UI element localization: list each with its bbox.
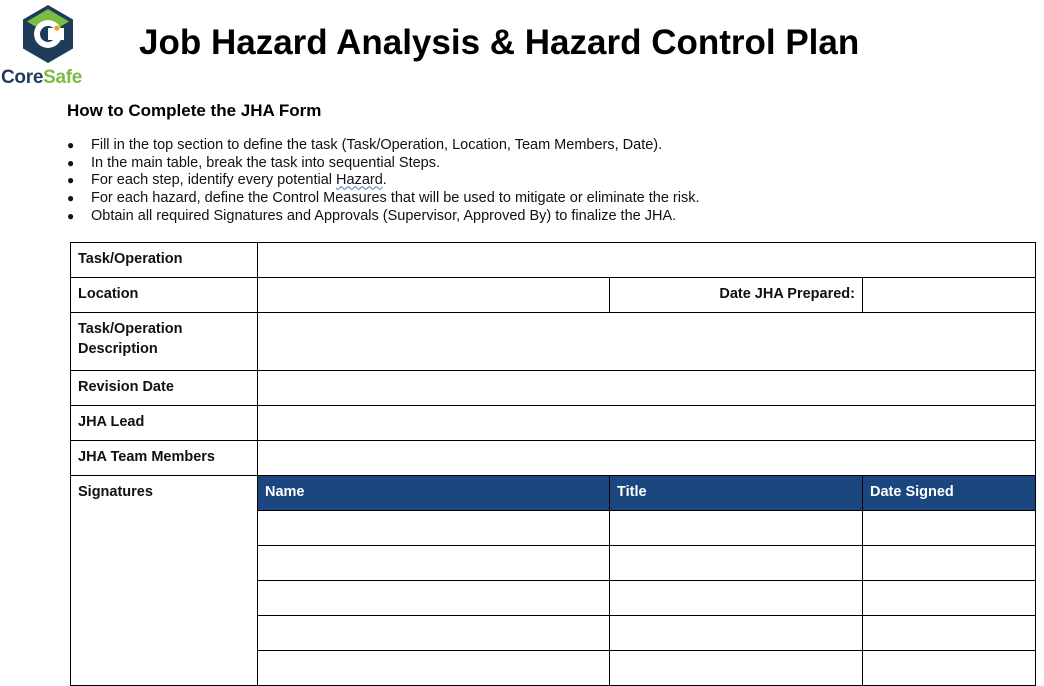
signature-date-cell[interactable]	[863, 616, 1036, 651]
bullet-icon: ●	[67, 191, 75, 206]
page-title: Job Hazard Analysis & Hazard Control Plan	[139, 23, 860, 62]
instruction-item: ● Obtain all required Signatures and Approvals (Supervisor, Approved By) to finalize the JHA.	[67, 207, 677, 224]
signature-date-cell[interactable]	[863, 511, 1036, 546]
instruction-item: ● In the main table, break the task into sequential Steps.	[67, 154, 441, 171]
signatures-label: Signatures	[71, 476, 258, 686]
signature-col-title: Title	[610, 476, 863, 511]
instructions-heading: How to Complete the JHA Form	[67, 101, 322, 120]
bullet-icon: ●	[67, 173, 75, 188]
signature-col-name: Name	[258, 476, 610, 511]
location-field[interactable]	[258, 278, 610, 313]
form-row-team-members	[71, 441, 1036, 476]
team-members-label: JHA Team Members	[71, 441, 258, 476]
form-row-description	[71, 313, 1036, 371]
form-row-jha-lead	[71, 406, 1036, 441]
date-prepared-field[interactable]	[863, 278, 1036, 313]
team-members-field[interactable]	[258, 441, 1036, 476]
signature-name-cell[interactable]	[258, 651, 610, 686]
signature-title-cell[interactable]	[610, 511, 863, 546]
jha-lead-field[interactable]	[258, 406, 1036, 441]
task-operation-label: Task/Operation	[71, 243, 258, 278]
revision-date-label: Revision Date	[71, 371, 258, 406]
jha-lead-label: JHA Lead	[71, 406, 258, 441]
logo-wordmark: CoreSafe	[1, 67, 83, 88]
signature-title-cell[interactable]	[610, 651, 863, 686]
instruction-item: ● For each step, identify every potential Hazard.	[67, 172, 387, 189]
spellcheck-flagged-word[interactable]: Hazard	[336, 172, 383, 189]
signature-title-cell[interactable]	[610, 616, 863, 651]
instruction-item: ● For each hazard, define the Control Measures that will be used to mitigate or eliminate the risk.	[67, 190, 700, 207]
form-row-task	[71, 243, 1036, 278]
signature-title-cell[interactable]	[610, 546, 863, 581]
location-label: Location	[71, 278, 258, 313]
signature-name-cell[interactable]	[258, 546, 610, 581]
bullet-icon: ●	[67, 155, 75, 170]
jha-form-table	[70, 242, 1036, 686]
bullet-icon: ●	[67, 138, 75, 152]
revision-date-field[interactable]	[258, 371, 1036, 406]
signature-name-cell[interactable]	[258, 511, 610, 546]
signatures-header-row	[71, 476, 1036, 511]
task-operation-field[interactable]	[258, 243, 1036, 278]
instructions-list	[67, 137, 700, 225]
signature-name-cell[interactable]	[258, 616, 610, 651]
description-field[interactable]	[258, 313, 1036, 371]
instruction-item: ● Fill in the top section to define the task (Task/Operation, Location, Team Members, Date).	[67, 137, 663, 153]
signature-name-cell[interactable]	[258, 581, 610, 616]
signature-date-cell[interactable]	[863, 651, 1036, 686]
coresafe-logo	[0, 4, 96, 86]
signature-date-cell[interactable]	[863, 546, 1036, 581]
bullet-icon: ●	[67, 208, 75, 223]
form-row-revision-date	[71, 371, 1036, 406]
form-row-location	[71, 278, 1036, 313]
signature-date-cell[interactable]	[863, 581, 1036, 616]
description-label: Task/Operation Description	[71, 313, 258, 371]
signature-title-cell[interactable]	[610, 581, 863, 616]
signature-col-date: Date Signed	[863, 476, 1036, 511]
hexagon-c-icon	[22, 4, 74, 64]
date-prepared-label: Date JHA Prepared:	[610, 278, 863, 313]
